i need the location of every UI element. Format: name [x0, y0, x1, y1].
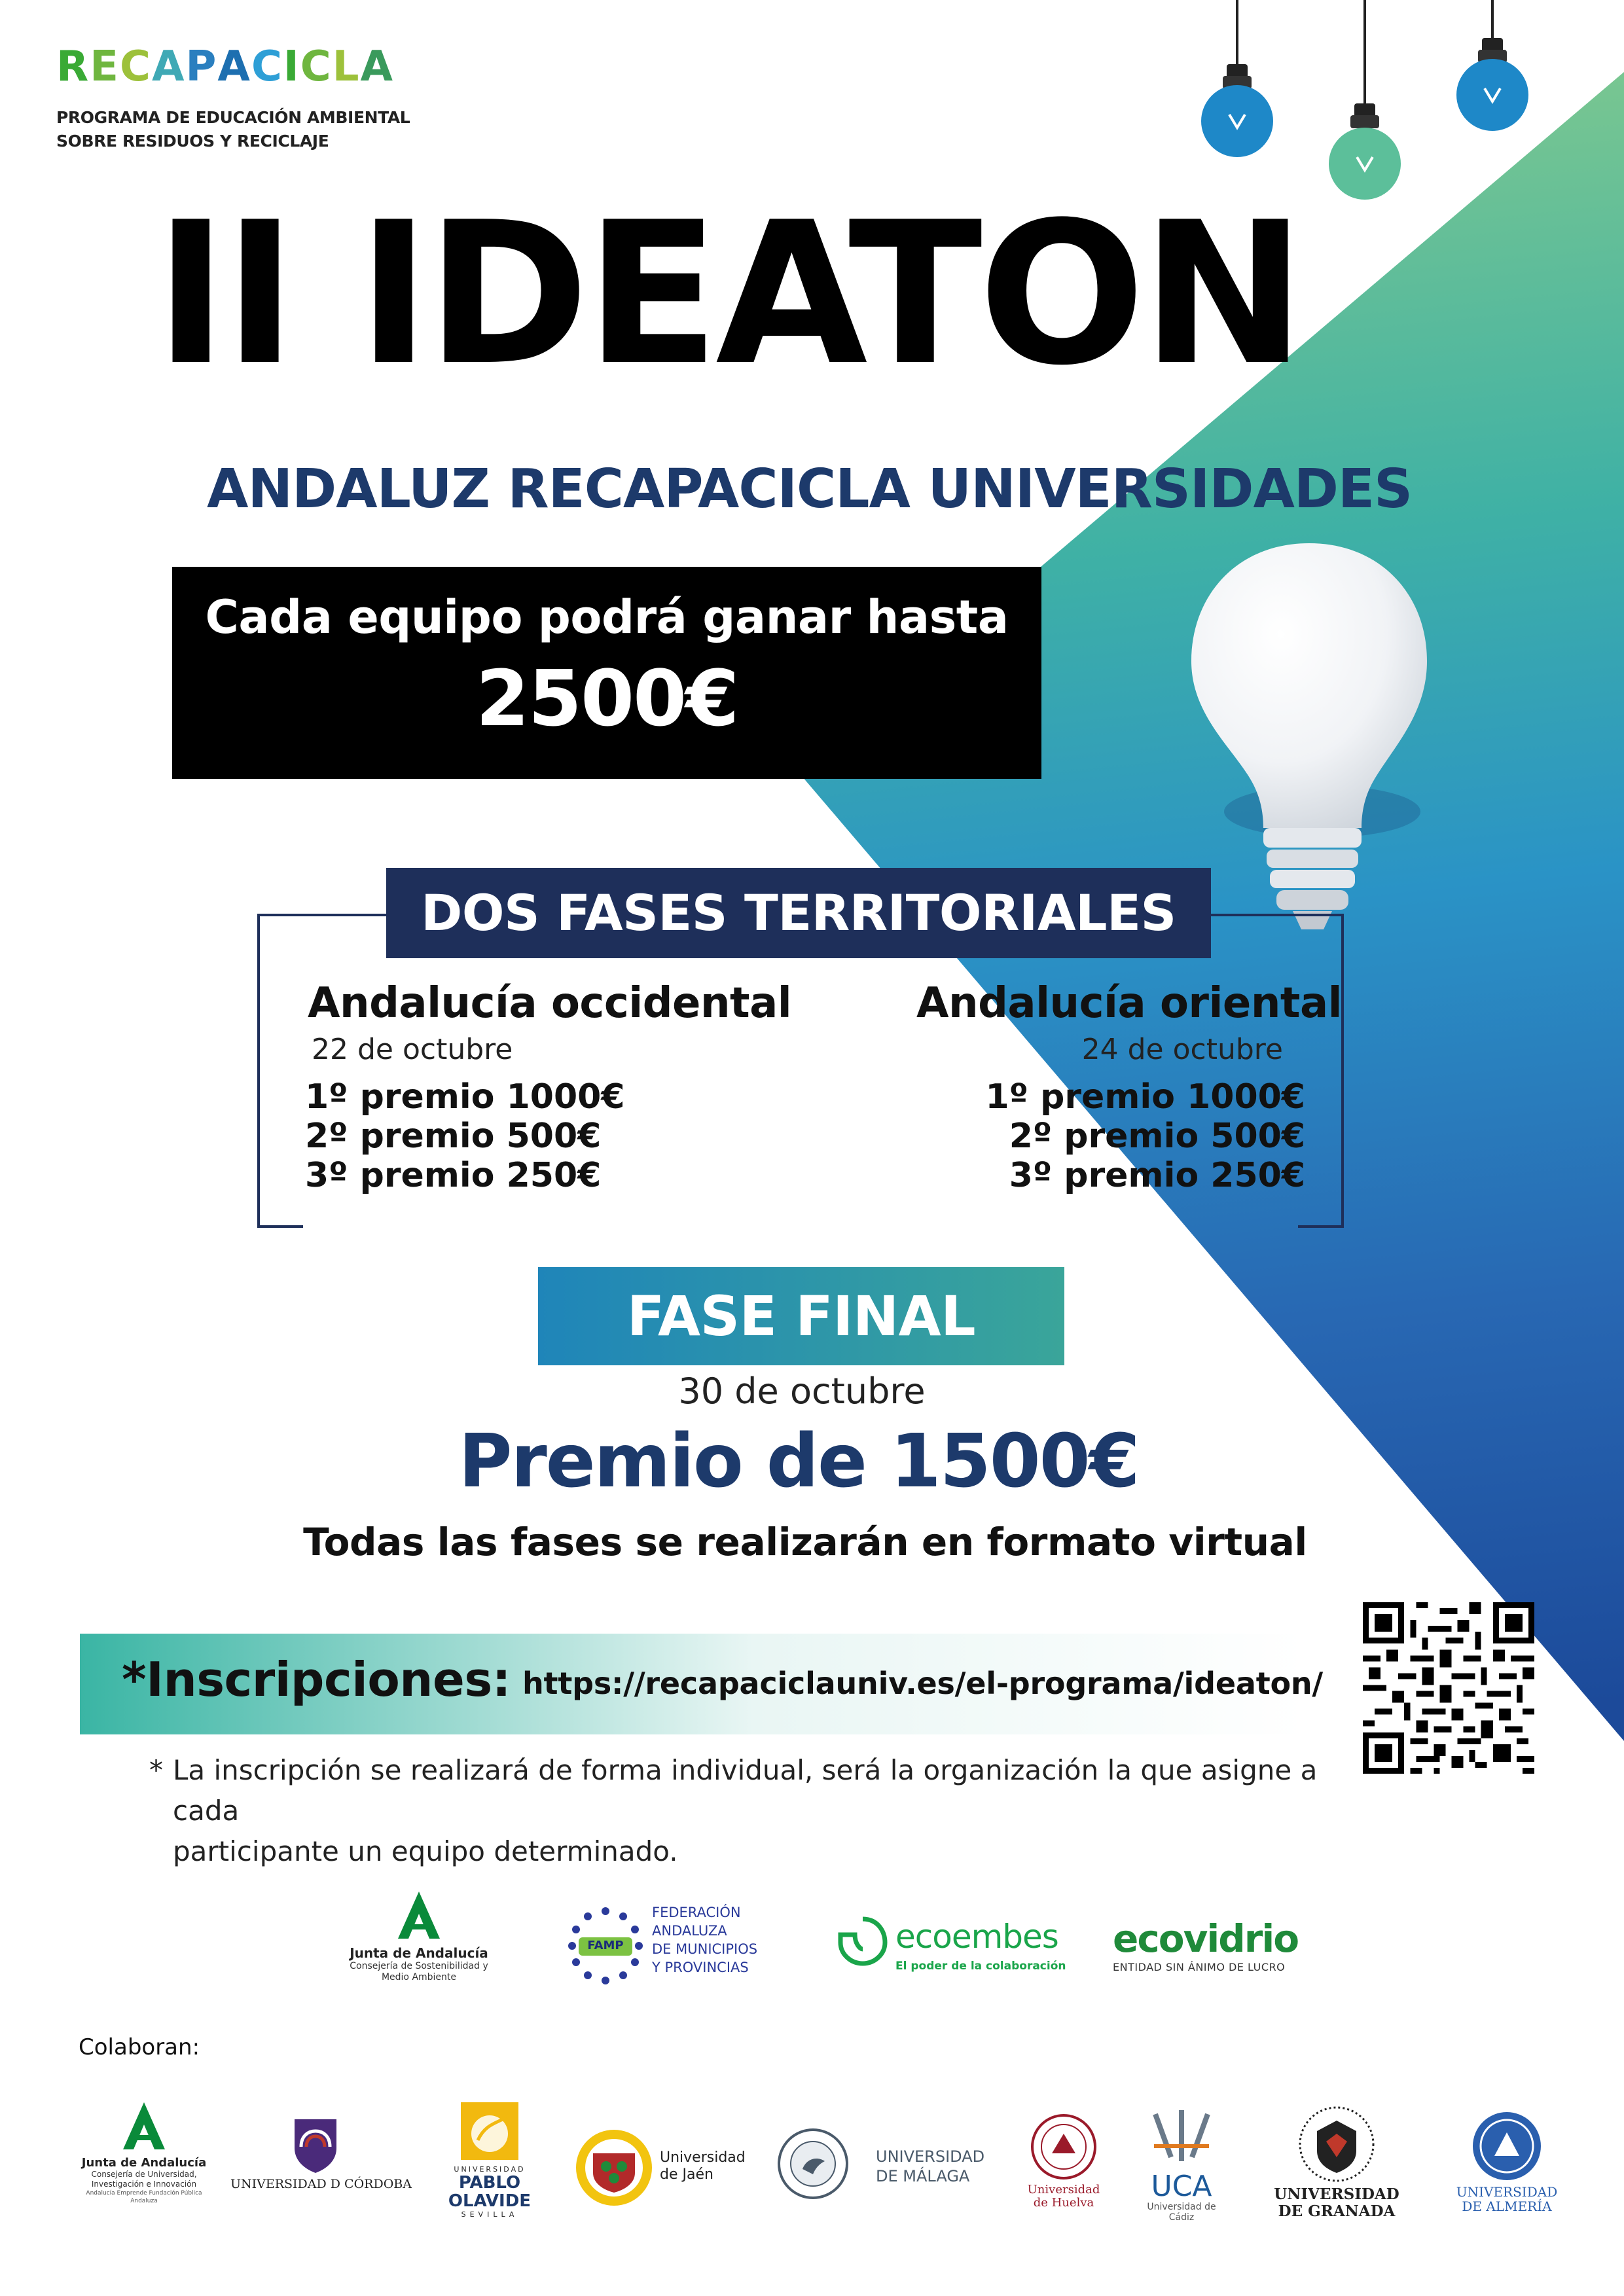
- junta-andalucia-logo-icon: [118, 2101, 170, 2153]
- olavide-city: SEVILLA: [461, 2210, 518, 2219]
- sponsor-junta-sostenibilidad: [340, 1890, 497, 1983]
- wordmark-letter: P: [185, 43, 218, 91]
- brand-subtitle-line2: SOBRE RESIDUOS Y RECICLAJE: [56, 132, 329, 151]
- event-subtitle: ANDALUZ RECAPACICLA UNIVERSIDADES: [207, 458, 1413, 520]
- east-prize-1: 1º premio 1000€: [985, 1077, 1305, 1117]
- famp-badge: FAMP: [587, 1939, 624, 1952]
- wordmark-letter: A: [151, 43, 186, 91]
- wordmark-letter: C: [120, 43, 152, 91]
- prize-amount: 2500€: [475, 653, 738, 744]
- cadiz-logo-icon: [1147, 2106, 1216, 2169]
- frame-corner-left: [257, 1225, 303, 1228]
- collab-huelva: [1021, 2113, 1106, 2210]
- famp-line-1: FEDERACIÓN: [652, 1905, 741, 1920]
- cadiz-short: UCA: [1151, 2170, 1212, 2203]
- ecoembes-name: ecoembes: [895, 1918, 1058, 1956]
- collab-malaga: [776, 2127, 992, 2199]
- west-prize-3: 3º premio 250€: [305, 1156, 602, 1195]
- almeria-seal-icon: [1471, 2110, 1543, 2182]
- west-region-date: 22 de octubre: [312, 1033, 513, 1066]
- cordoba-shield-icon: [289, 2115, 342, 2174]
- collab-cordoba: [230, 2115, 412, 2191]
- wordmark-letter: C: [251, 43, 283, 91]
- lightbulb-illustration: [1172, 537, 1447, 956]
- cordoba-name: UNIVERSIDAD D CÓRDOBA: [230, 2177, 412, 2191]
- wordmark-letter: A: [217, 43, 251, 91]
- famp-line-3: DE MUNICIPIOS: [652, 1941, 758, 1957]
- qr-code[interactable]: [1363, 1602, 1534, 1774]
- junta2-dept: Consejería de Universidad, Investigación e Innovación: [91, 2170, 197, 2189]
- ecoembes-tagline: El poder de la colaboración: [895, 1960, 1066, 1973]
- note-line-2: participante un equipo determinado.: [173, 1835, 678, 1867]
- malaga-seal-icon: [776, 2127, 850, 2200]
- collab-almeria: [1454, 2110, 1559, 2214]
- virtual-format-note: Todas las fases se realizarán en formato virtual: [303, 1520, 1307, 1564]
- sponsor-ecovidrio: [1113, 1916, 1322, 1975]
- note-line-1: La inscripción se realizará de forma individual, será la organización la que asigne a cada: [173, 1754, 1318, 1827]
- west-prize-1: 1º premio 1000€: [305, 1077, 625, 1117]
- junta2-extra: Andalucía Emprende Fundación Pública Andaluza: [86, 2190, 202, 2204]
- huelva-name: Universidad de Huelva: [1027, 2183, 1100, 2210]
- ecovidrio-tagline: ENTIDAD SIN ÁNIMO DE LUCRO: [1113, 1961, 1286, 1973]
- ecoembes-leaf-icon: [837, 1915, 889, 1967]
- granada-name: UNIVERSIDAD DE GRANADA: [1274, 2185, 1399, 2220]
- sponsor-famp: [563, 1901, 772, 1992]
- west-prize-2: 2º premio 500€: [305, 1117, 602, 1156]
- granada-seal-icon: [1297, 2105, 1376, 2183]
- inscriptions-link[interactable]: https://recapaciclauniv.es/el-programa/ideaton/: [522, 1666, 1324, 1701]
- brand-subtitle: [56, 106, 423, 153]
- almeria-name: UNIVERSIDAD DE ALMERÍA: [1456, 2184, 1558, 2214]
- olavide-top: UNIVERSIDAD: [454, 2165, 526, 2174]
- collaborators-label: Colaboran:: [79, 2034, 200, 2060]
- west-region-title: Andalucía occidental: [308, 979, 792, 1028]
- east-region-title: Andalucía oriental: [916, 979, 1343, 1028]
- collab-jaen: [573, 2127, 763, 2199]
- ecovidrio-name: ecovidrio: [1113, 1916, 1299, 1961]
- hanging-bulb-left-icon: [1201, 0, 1273, 157]
- main-title: II IDEATON: [154, 180, 1302, 408]
- famp-text: [652, 1903, 757, 1977]
- collab-olavide: [437, 2100, 542, 2219]
- hanging-bulb-right-icon: [1456, 0, 1528, 131]
- east-prize-2: 2º premio 500€: [1009, 1117, 1305, 1156]
- sponsor-ecoembes: [837, 1912, 1066, 1978]
- recapacicla-wordmark: [56, 43, 423, 91]
- prize-box: [172, 567, 1041, 779]
- wordmark-letter: I: [283, 43, 300, 91]
- east-prize-3: 3º premio 250€: [1009, 1156, 1305, 1195]
- collab-cadiz: [1139, 2106, 1224, 2223]
- cadiz-name: Universidad de Cádiz: [1147, 2202, 1216, 2223]
- final-phase-date: 30 de octubre: [678, 1371, 926, 1412]
- brand-subtitle-line1: PROGRAMA DE EDUCACIÓN AMBIENTAL: [56, 108, 410, 127]
- junta1-name: Junta de Andalucía: [350, 1945, 488, 1961]
- east-region-date: 24 de octubre: [1081, 1033, 1283, 1066]
- east-prize-list: [916, 1077, 1305, 1195]
- collab-granada: [1271, 2105, 1402, 2220]
- wordmark-letter: A: [360, 43, 394, 91]
- olavide-name: PABLO OLAVIDE: [448, 2173, 532, 2211]
- junta2-name: Junta de Andalucía: [81, 2156, 207, 2170]
- hanging-bulb-middle-icon: [1329, 0, 1401, 200]
- note-asterisk: *: [149, 1754, 163, 1786]
- west-prize-list: [305, 1077, 625, 1195]
- prize-intro: Cada equipo podrá ganar hasta: [205, 590, 1009, 644]
- huelva-seal-icon: [1030, 2113, 1098, 2181]
- inscriptions-note: [151, 1750, 1342, 1872]
- wordmark-letter: L: [332, 43, 361, 91]
- junta-andalucia-logo-icon: [393, 1890, 445, 1943]
- wordmark-letter: C: [300, 43, 333, 91]
- final-prize: Premio de 1500€: [458, 1419, 1139, 1504]
- territorial-phases-banner: DOS FASES TERRITORIALES: [386, 868, 1211, 958]
- recapacicla-logo: [56, 43, 423, 153]
- inscriptions-label: *Inscripciones:: [122, 1652, 511, 1707]
- jaen-seal-icon: [573, 2127, 655, 2208]
- wordmark-letter: E: [90, 43, 120, 91]
- jaen-name: Universidad de Jaén: [660, 2149, 746, 2183]
- malaga-name: UNIVERSIDAD DE MÁLAGA: [876, 2147, 985, 2185]
- wordmark-letter: R: [56, 43, 90, 91]
- olavide-logo-icon: [458, 2100, 521, 2162]
- junta1-dept: Consejería de Sostenibilidad y Medio Ambiente: [350, 1961, 488, 1982]
- collab-junta-universidad: [79, 2101, 209, 2205]
- famp-line-4: Y PROVINCIAS: [652, 1960, 749, 1975]
- frame-corner-right: [1298, 1225, 1344, 1228]
- final-phase-banner: FASE FINAL: [538, 1267, 1064, 1365]
- famp-line-2: ANDALUZA: [652, 1923, 727, 1939]
